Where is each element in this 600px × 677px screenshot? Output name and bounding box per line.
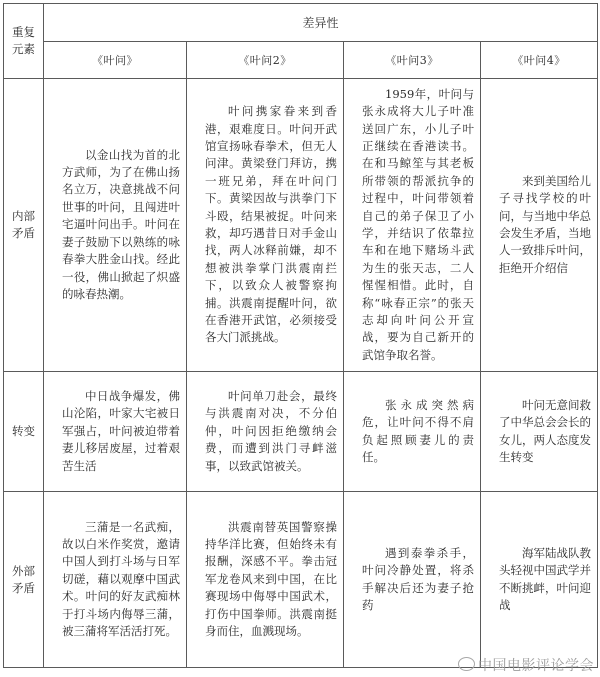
cell-internal-ip-man-1 <box>44 79 187 372</box>
watermark <box>458 655 594 675</box>
corner-header-cell <box>4 4 44 79</box>
cell-text: 叶问单刀赴会，最终与洪震南对决，不分伯仲，叶问因拒绝缴纳会费，而遭到洪门寻衅滋事，以致武馆被关。 <box>205 388 337 473</box>
cell-external-ip-man-3 <box>344 492 481 668</box>
cell-turning-ip-man-4 <box>481 372 598 492</box>
row-label-external-conflict <box>4 492 44 668</box>
row-label-line-2: 矛盾 <box>12 580 35 595</box>
row-turning-point <box>4 372 598 492</box>
group-header: 差异性 <box>44 4 598 42</box>
cell-internal-ip-man-2 <box>187 79 344 372</box>
cell-turning-ip-man-2 <box>187 372 344 492</box>
cell-text: 遇到泰拳杀手，叶问冷静处置，将杀手解决后还为妻子抢药 <box>362 545 474 612</box>
row-label-turning-point <box>4 372 44 492</box>
cell-external-ip-man-1 <box>44 492 187 668</box>
column-header-ip-man-1: 《叶问》 <box>44 42 187 79</box>
cell-text: 洪震南替英国警察操持华洋比赛，但始终未有报酬，深感不平。拳击冠军龙卷风来到中国，在比赛现场中侮辱中国武术，打伤中国拳师。洪震南挺身而住，血溅现场。 <box>205 519 337 639</box>
cell-text: 三蒲是一名武痴，故以白米作奖赏，邀请中国人到打斗场与日军切磋，藉以观摩中国武术。叶问的好友武痴林于打斗场内侮辱三蒲，被三蒲将军活活打死。 <box>62 519 180 639</box>
cell-text: 以金山找为首的北方武师，为了在佛山扬名立万，决意挑战不问世事的叶问，且闯进叶宅逼叶问出手。叶问在妻子鼓励下以熟练的咏春拳大胜金山找。经此一役，佛山掀起了炽盛的咏春热潮。 <box>62 147 180 301</box>
cell-text: 叶问无意间救了中华总会会长的女儿，两人态度发生转变 <box>499 397 592 464</box>
row-internal-conflict <box>4 79 598 372</box>
cell-turning-ip-man-3 <box>344 372 481 492</box>
row-label-line-1: 转变 <box>12 424 35 438</box>
watermark-text: 中国电影评论学会 <box>478 658 594 674</box>
row-label-internal-conflict <box>4 79 44 372</box>
header-row-columns <box>4 42 598 79</box>
cell-internal-ip-man-4 <box>481 79 598 372</box>
cell-text: 海军陆战队教头轻视中国武学并不断挑衅，叶问迎战 <box>499 545 592 612</box>
cell-text: 叶问携家眷来到香港，艰难度日。叶问开武馆宣扬咏春拳术，但无人问津。黄梁登门拜访，携一班兄弟，拜在叶问门下。黄梁因故与洪拳门下斗殴，结果被捉。叶问来救，却巧遇昔日对手金山找，两人冰释前嫌，却不想被洪拳掌门洪震南拦下，以致众人被警察拘捕。洪震南提醒叶问，欲在香港开武馆，必须接受各大门派挑战。 <box>205 104 337 345</box>
corner-label-line-1: 重复 <box>12 25 35 39</box>
cell-external-ip-man-2 <box>187 492 344 668</box>
column-header-ip-man-3: 《叶问3》 <box>344 42 481 79</box>
column-header-ip-man-4: 《叶问4》 <box>481 42 598 79</box>
row-label-line-1: 内部 <box>12 209 35 223</box>
cell-text: 张永成突然病危，让叶问不得不肩负起照顾妻儿的责任。 <box>362 397 474 464</box>
cell-text: 1959年，叶问与张永成将大儿子叶准送回广东，小儿子叶正继续在香港读书。在和马鲸笙与其老板所带领的帮派抗争的过程中，叶问带领着自己的弟子保卫了小学，并结识了依靠拉车和在地下赌场斗武为生的张天志，二人惺惺相惜。此时，自称“咏春正宗”的张天志却向叶问公开宣战，要为自己新开的武馆争取名誉。 <box>362 86 474 362</box>
row-external-conflict <box>4 492 598 668</box>
weibo-logo-icon <box>458 657 475 671</box>
comparison-table <box>3 3 598 668</box>
row-label-line-2: 矛盾 <box>12 226 35 240</box>
column-header-ip-man-2: 《叶问2》 <box>187 42 344 79</box>
cell-external-ip-man-4 <box>481 492 598 668</box>
cell-text: 中日战争爆发，佛山沦陷，叶家大宅被日军强占，叶问被迫带着妻儿移居废屋，过着艰苦生活 <box>62 388 180 473</box>
corner-label-line-2: 元素 <box>12 42 35 56</box>
row-label-line-1: 外部 <box>12 563 35 578</box>
cell-internal-ip-man-3 <box>344 79 481 372</box>
header-row-group <box>4 4 598 42</box>
cell-turning-ip-man-1 <box>44 372 187 492</box>
cell-text: 来到美国给儿子寻找学校的叶问，与当地中华总会发生矛盾，当地人一致排斥叶问，拒绝开介绍信 <box>499 173 592 275</box>
